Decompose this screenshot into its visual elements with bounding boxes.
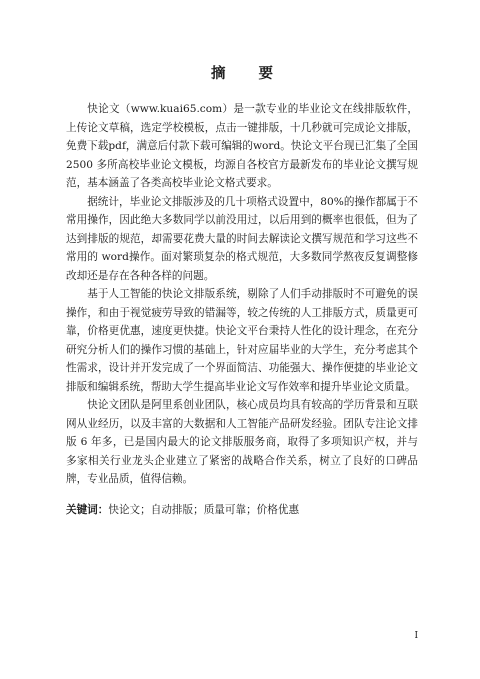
abstract-paragraph-1: 快论文（www.kuai65.com）是一款专业的毕业论文在线排版软件，上传论文草稿，选定学校模板，点击一键排版，十几秒就可完成论文排版，免费下载pdf，满意后付款下载可编辑的word。快论文平台现已汇集了全国 2500 多所高校毕业论文模板，均源自各校官方最新发布的毕业论文撰写规范，基本涵盖了各类高校毕业论文格式要求。 [66,103,418,189]
keywords-label: 关键词： [66,503,109,516]
keywords-value: 快论文；自动排版；质量可靠；价格优惠 [108,503,300,516]
page-number: I [414,631,418,641]
abstract-paragraph-4: 快论文团队是阿里系创业团队，核心成员均具有较高的学历背景和互联网从业经历，以及丰富的大数据和人工智能产品研发经验。团队专注论文排版 6 年多，已是国内最大的论文排版服务商，取得了多项知识产权，并与多家相关行业龙头企业建立了紧密的战略合作关系，树立了良好的口碑品牌，专业品质，值得信赖。 [66,399,418,485]
keywords-line [66,501,418,520]
abstract-paragraph-2: 据统计，毕业论文排版涉及的几十项格式设置中，80%的操作都属于不常用操作，因此绝大多数同学以前没用过，以后用到的概率也很低，但为了达到排版的规范，却需要花费大量的时间去解读论文撰写规范和学习这些不常用的 word操作。面对繁琐复杂的格式规范，大多数同学熬夜反复调整修改却还是存在各种各样的问题。 [66,195,418,282]
abstract-title: 摘 要 [210,66,288,82]
abstract-paragraph-3: 基于人工智能的快论文排版系统，剔除了人们手动排版时不可避免的误操作，和由于视觉疲劳导致的错漏等，较之传统的人工排版方式，质量更可靠，价格更优惠，速度更快捷。快论文平台秉持人性化的设计理念，在充分研究分析人们的操作习惯的基础上，针对应届毕业的大学生，充分考虑其个性需求，设计并开发完成了一个界面简洁、功能强大、操作便捷的毕业论文排版和编辑系统，帮助大学生提高毕业论文写作效率和提升毕业论文质量。 [66,288,418,393]
